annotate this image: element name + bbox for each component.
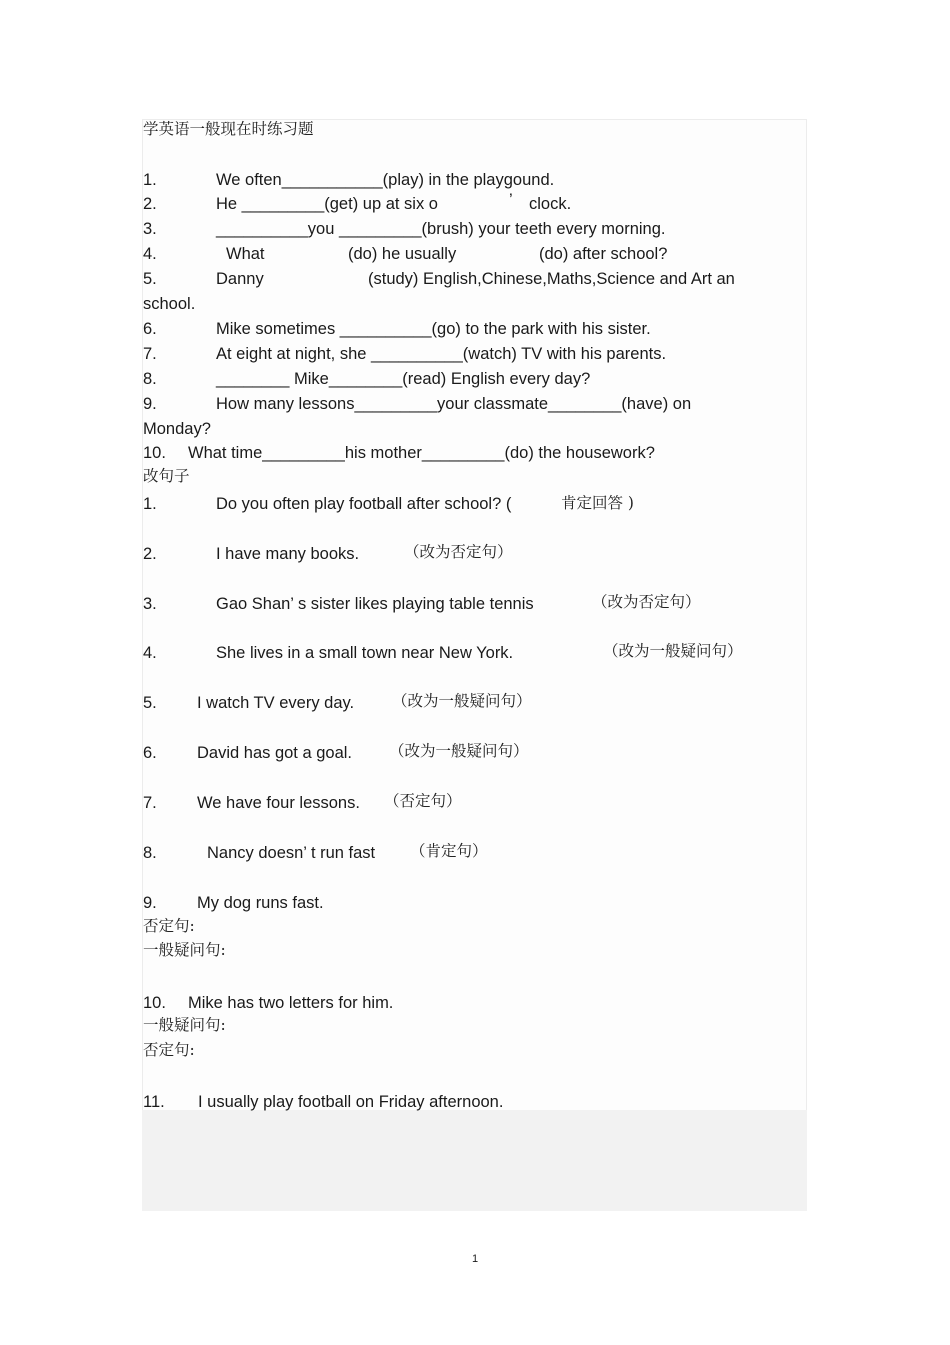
q3-text: __________you _________(brush) your teeth every morning. — [216, 220, 666, 238]
q6-number: 6. — [143, 320, 157, 338]
q2-number: 2. — [143, 195, 157, 213]
r10-number: 10. — [143, 994, 166, 1012]
q5-continuation: school. — [143, 295, 196, 313]
q5-number: 5. — [143, 270, 157, 288]
r5-number: 5. — [143, 694, 157, 712]
r9-sub-negative: 否定句: — [143, 917, 195, 935]
r8-note: （肯定句） — [410, 842, 488, 860]
r10-sub-negative: 否定句: — [143, 1041, 195, 1059]
r3-text: Gao Shan’ s sister likes playing table tennis — [216, 595, 534, 613]
q10-text: What time_________his mother_________(do) the housework? — [188, 444, 655, 462]
r10-text: Mike has two letters for him. — [188, 994, 394, 1012]
r8-text: Nancy doesn’ t run fast — [207, 844, 376, 862]
q2-text-end: clock. — [529, 195, 572, 213]
q4-text-a: What — [226, 245, 265, 263]
q9-text: How many lessons_________your classmate________(have) on — [216, 395, 692, 413]
q2-apostrophe: ’ — [509, 191, 513, 209]
r1-text: Do you often play football after school? ( — [216, 495, 512, 513]
page-number: 1 — [471, 1253, 479, 1265]
r11-text: I usually play football on Friday afternoon. — [198, 1093, 504, 1111]
q9-continuation: Monday? — [143, 420, 211, 438]
r2-number: 2. — [143, 545, 157, 563]
page-footer-band — [142, 1110, 807, 1211]
r11-number: 11. — [143, 1093, 165, 1111]
q1-text: We often___________(play) in the playgound. — [216, 171, 555, 189]
q3-number: 3. — [143, 220, 157, 238]
r3-number: 3. — [143, 595, 157, 613]
r3-note: （改为否定句） — [592, 593, 701, 611]
r5-note: （改为一般疑问句） — [392, 692, 532, 710]
q7-number: 7. — [143, 345, 157, 363]
r2-text: I have many books. — [216, 545, 360, 563]
q8-number: 8. — [143, 370, 157, 388]
r4-number: 4. — [143, 644, 157, 662]
q1-number: 1. — [143, 171, 157, 189]
q5-text-b: (study) English,Chinese,Maths,Science and Art an — [368, 270, 735, 288]
r6-text: David has got a goal. — [197, 744, 353, 762]
q2-text: He _________(get) up at six o — [216, 195, 438, 213]
r7-note: （否定句） — [384, 792, 462, 810]
r1-number: 1. — [143, 495, 157, 513]
q4-number: 4. — [143, 245, 157, 263]
r10-sub-question: 一般疑问句: — [143, 1016, 226, 1034]
r9-number: 9. — [143, 894, 157, 912]
q10-number: 10. — [143, 444, 166, 462]
worksheet-title: 学英语一般现在时练习题 — [143, 120, 314, 138]
r8-number: 8. — [143, 844, 157, 862]
q5-text-a: Danny — [216, 270, 264, 288]
r7-number: 7. — [143, 794, 157, 812]
r6-note: （改为一般疑问句） — [389, 742, 529, 760]
r6-number: 6. — [143, 744, 157, 762]
r7-text: We have four lessons. — [197, 794, 360, 812]
q4-text-c: (do) after school? — [539, 245, 668, 263]
r4-text: She lives in a small town near New York. — [216, 644, 514, 662]
q4-text-b: (do) he usually — [348, 245, 457, 263]
r2-note: （改为否定句） — [404, 543, 513, 561]
r1-note: 肯定回答 ) — [561, 494, 634, 512]
r5-text: I watch TV every day. — [197, 694, 355, 712]
r9-sub-question: 一般疑问句: — [143, 941, 226, 959]
q9-number: 9. — [143, 395, 157, 413]
q8-text: ________ Mike________(read) English every day? — [216, 370, 591, 388]
q6-text: Mike sometimes __________(go) to the park with his sister. — [216, 320, 651, 338]
section-title-rewrite: 改句子 — [143, 467, 190, 485]
r9-text: My dog runs fast. — [197, 894, 324, 912]
q7-text: At eight at night, she __________(watch) TV with his parents. — [216, 345, 667, 363]
r4-note: （改为一般疑问句） — [603, 642, 743, 660]
